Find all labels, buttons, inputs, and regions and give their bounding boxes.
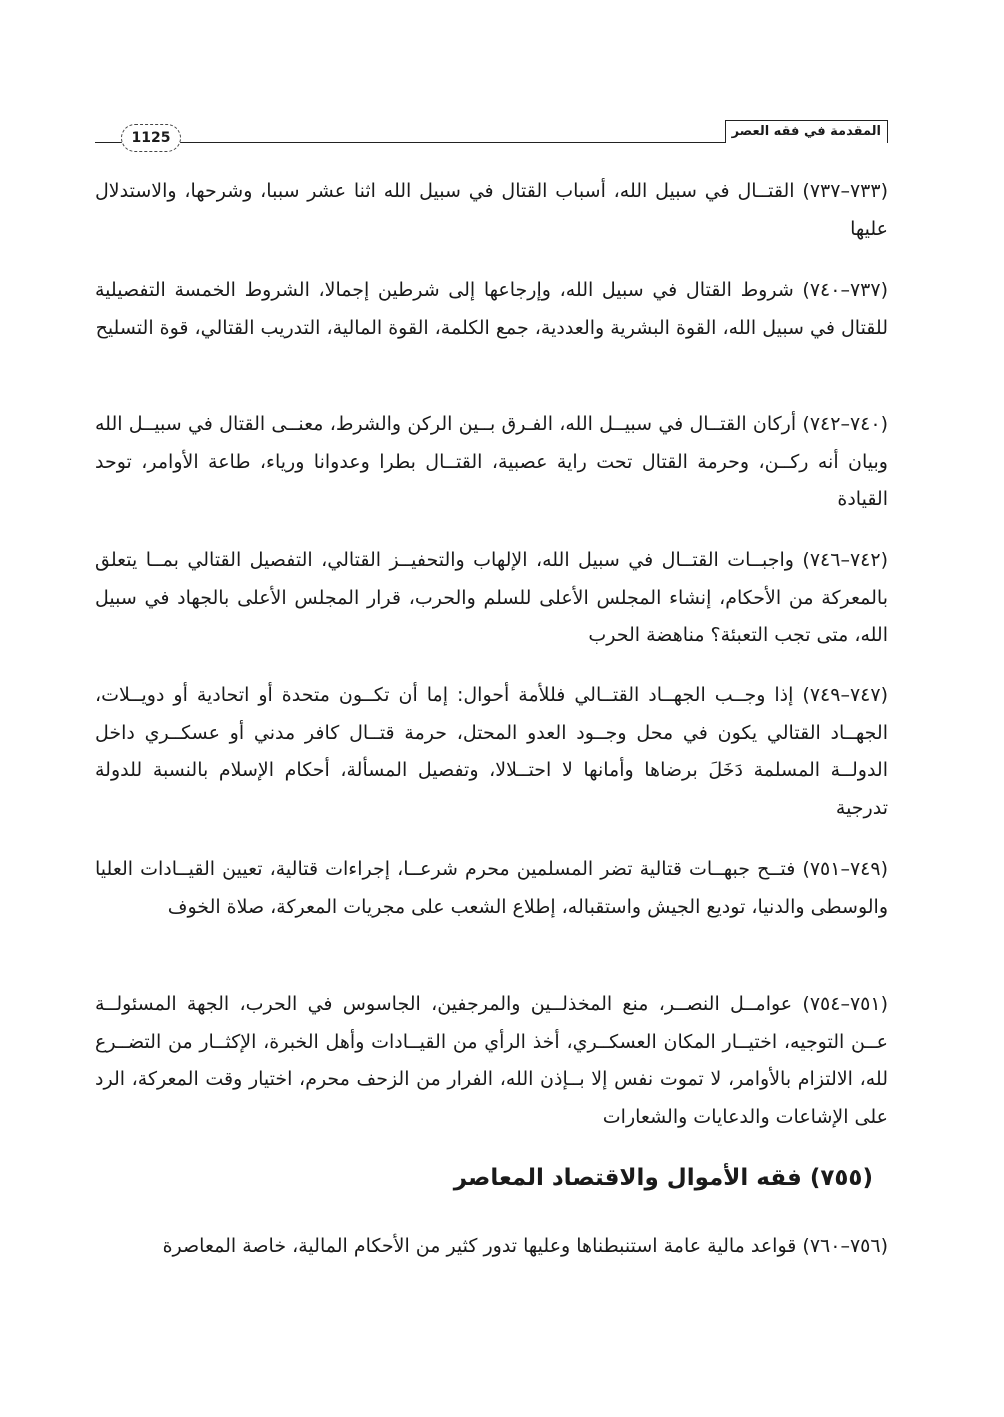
entry-range: (٧٥١–٧٥٤) (802, 993, 888, 1015)
entry-text: إذا وجــب الجهــاد القتــالي فللأمة أحوال: إما أن تكــون متحدة أو اتحادية أو دويــلات، الجهــاد القتالي يكون في محل وجــود العدو المحتل، حرمة قتــال كافر مدني أو عسكــري داخل الدولــة المسلمة دَخَلَ برضاها وأمانها لا احتــلالا، وتفصيل المسألة، أحكام الإسلام بالنسبة للدولة تدرجية (95, 684, 888, 819)
page-header (95, 118, 888, 152)
entry-text: عوامــل النصــر، منع المخذلــين والمرجفين، الجاسوس في الحرب، الجهة المسئولــة عــن التوجيه، اختيــار المكان العسكــري، أخذ الرأي من القيــادات وأهل الخبرة، الإكثــار من التضــرع لله، الالتزام بالأوامر، لا تموت نفس إلا بــإذن الله، الفرار من الزحف محرم، اختيار وقت المعركة، الرد على الإشاعات والدعايات والشعارات (95, 993, 888, 1128)
entry-range: (٧٤٩–٧٥١) (802, 858, 888, 880)
index-entry (95, 1228, 888, 1266)
entry-range: (٧٤٠–٧٤٢) (802, 413, 888, 435)
entry-text: القتــال في سبيل الله، أسباب القتال في سبيل الله اثنا عشر سببا، وشرحها، والاستدلال عليها (95, 180, 888, 240)
index-entry (95, 173, 888, 248)
entry-range: (٧٤٧–٧٤٩) (802, 684, 888, 706)
entry-range: (٧٤٢–٧٤٦) (802, 549, 889, 571)
index-entry (95, 986, 888, 1136)
index-entry (95, 677, 888, 827)
index-entry (95, 851, 888, 926)
section-number: (٧٥٥) (809, 1165, 873, 1191)
entry-range: (٧٣٧–٧٤٠) (802, 279, 889, 301)
entry-range: (٧٣٣–٧٣٧) (802, 180, 888, 202)
index-entry (95, 542, 888, 655)
entry-text: قواعد مالية عامة استنبطناها وعليها تدور كثير من الأحكام المالية، خاصة المعاصرة (162, 1235, 797, 1257)
page-number: 1125 (121, 124, 181, 152)
index-entry (95, 406, 888, 519)
running-title: المقدمة في فقه العصر (725, 120, 888, 143)
index-entry (95, 272, 888, 347)
entry-range: (٧٥٦–٧٦٠) (802, 1235, 888, 1257)
section-title: فقه الأموال والاقتصاد المعاصر (453, 1165, 802, 1191)
entry-text: أركان القتــال في سبيــل الله، الفـرق بــين الركن والشرط، معنــى القتال في سبيــل الله وبيان أنه ركــن، وحرمة القتال تحت راية عصبية، القتــال بطرا وعدوانا ورياء، طاعة الأوامر، توحد القيادة (95, 413, 888, 510)
entry-text: شروط القتال في سبيل الله، وإرجاعها إلى شرطين إجمالا، الشروط الخمسة التفصيلية للقتال في سبيل الله، القوة البشرية والعددية، جمع الكلمة، القوة المالية، التدريب القتالي، قوة التسليح (95, 279, 888, 339)
entry-text: فتــح جبهــات قتالية تضر المسلمين محرم شرعــا، إجراءات قتالية، تعيين القيــادات العليا والوسطى والدنيا، توديع الجيش واستقباله، إطلاع الشعب على مجريات المعركة، صلاة الخوف (95, 858, 888, 918)
entry-text: واجبــات القتــال في سبيل الله، الإلهاب والتحفيــز القتالي، التفصيل القتالي بمــا يتعلق بالمعركة من الأحكام، إنشاء المجلس الأعلى للسلم والحرب، قرار المجلس الأعلى بالجهاد في سبيل الله، متى تجب التعبئة؟ مناهضة الحرب (95, 549, 888, 646)
section-heading (95, 1158, 873, 1198)
